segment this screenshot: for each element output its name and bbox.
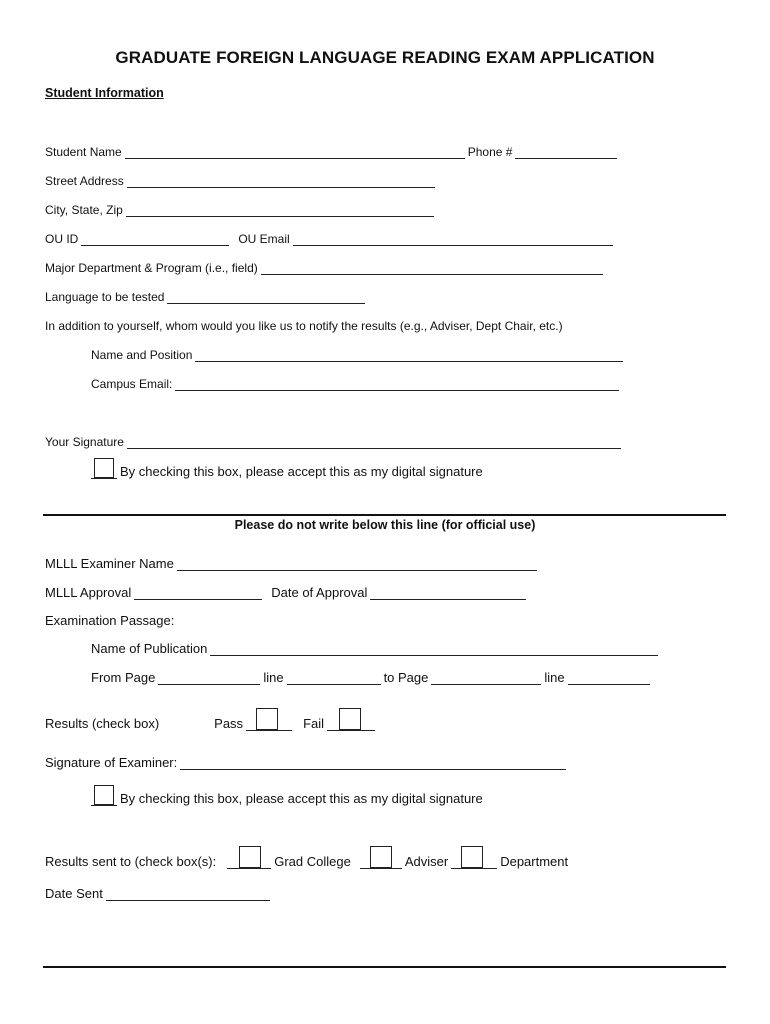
date-approval-label: Date of Approval [271, 585, 368, 600]
to-line-label: line [544, 670, 565, 685]
page-range-row [91, 670, 653, 685]
official-use-notice: Please do not write below this line (for official use) [234, 518, 536, 532]
street-address-row [45, 174, 438, 188]
student-name-label: Student Name [45, 145, 122, 159]
street-address-field[interactable] [127, 175, 435, 188]
examiner-signature-label: Signature of Examiner: [45, 755, 178, 770]
street-address-label: Street Address [45, 174, 124, 188]
from-page-label: From Page [91, 670, 156, 685]
examiner-name-field[interactable] [177, 557, 537, 571]
from-line-field[interactable] [287, 671, 381, 685]
pass-label: Pass [214, 716, 244, 731]
publication-label: Name of Publication [91, 641, 208, 656]
pass-checkbox[interactable] [256, 708, 278, 730]
name-position-label: Name and Position [91, 348, 193, 362]
ou-id-row [45, 232, 616, 246]
department-label: Department [500, 854, 569, 869]
results-row [45, 708, 378, 731]
examiner-signature-row [45, 755, 569, 770]
major-label: Major Department & Program (i.e., field) [45, 261, 258, 275]
signature-label: Your Signature [45, 435, 124, 449]
campus-email-field[interactable] [175, 378, 619, 391]
fail-label: Fail [303, 716, 325, 731]
ou-email-field[interactable] [293, 233, 613, 246]
examiner-signature-field[interactable] [180, 756, 566, 770]
department-checkbox[interactable] [461, 846, 483, 868]
bottom-divider [43, 966, 726, 968]
examiner-digital-signature-checkbox[interactable] [94, 785, 114, 805]
section-heading-student-info: Student Information [45, 86, 164, 100]
grad-college-label: Grad College [274, 854, 351, 869]
phone-label: Phone # [467, 145, 513, 159]
exam-passage-label: Examination Passage: [45, 613, 175, 628]
examiner-digital-signature-text: By checking this box, please accept this as my digital signature [120, 791, 483, 806]
city-state-zip-field[interactable] [126, 204, 434, 217]
results-sent-label: Results sent to (check box(s): [45, 854, 217, 869]
ou-id-field[interactable] [81, 233, 229, 246]
student-digital-signature-row [91, 458, 483, 479]
student-name-field[interactable] [125, 146, 465, 159]
results-sent-row [45, 846, 568, 869]
campus-email-label: Campus Email: [91, 377, 173, 391]
date-sent-row [45, 886, 273, 901]
name-position-field[interactable] [195, 349, 623, 362]
ou-email-label: OU Email [238, 232, 290, 246]
city-state-zip-row [45, 203, 437, 217]
city-state-zip-label: City, State, Zip [45, 203, 123, 217]
notify-text: In addition to yourself, whom would you like us to notify the results (e.g., Adviser, Dept Chair, etc.) [45, 319, 563, 333]
results-label: Results (check box) [45, 716, 160, 731]
date-approval-field[interactable] [370, 586, 526, 600]
signature-field[interactable] [127, 436, 621, 449]
date-sent-label: Date Sent [45, 886, 103, 901]
official-use-divider [43, 514, 726, 516]
date-sent-field[interactable] [106, 887, 270, 901]
from-line-label: line [263, 670, 284, 685]
student-digital-signature-checkbox[interactable] [94, 458, 114, 478]
ou-id-label: OU ID [45, 232, 79, 246]
grad-college-checkbox[interactable] [239, 846, 261, 868]
language-label: Language to be tested [45, 290, 165, 304]
examiner-name-row [45, 556, 540, 571]
from-page-field[interactable] [158, 671, 260, 685]
phone-field[interactable] [515, 146, 617, 159]
approval-field[interactable] [134, 586, 262, 600]
publication-field[interactable] [210, 642, 658, 656]
form-title: GRADUATE FOREIGN LANGUAGE READING EXAM APPLICATION [115, 48, 655, 67]
major-row [45, 261, 606, 275]
campus-email-row [91, 377, 622, 391]
name-position-row [91, 348, 626, 362]
language-row [45, 290, 368, 304]
signature-row [45, 435, 624, 449]
student-name-row [45, 145, 620, 159]
to-page-field[interactable] [431, 671, 541, 685]
student-digital-signature-text: By checking this box, please accept this as my digital signature [120, 464, 483, 479]
major-field[interactable] [261, 262, 603, 275]
examiner-name-label: MLLL Examiner Name [45, 556, 174, 571]
adviser-label: Adviser [404, 854, 449, 869]
approval-label: MLLL Approval [45, 585, 132, 600]
language-field[interactable] [167, 291, 365, 304]
publication-row [91, 641, 661, 656]
to-page-label: to Page [383, 670, 429, 685]
approval-row [45, 585, 529, 600]
to-line-field[interactable] [568, 671, 650, 685]
adviser-checkbox[interactable] [370, 846, 392, 868]
examiner-digital-signature-row [91, 785, 483, 806]
fail-checkbox[interactable] [339, 708, 361, 730]
